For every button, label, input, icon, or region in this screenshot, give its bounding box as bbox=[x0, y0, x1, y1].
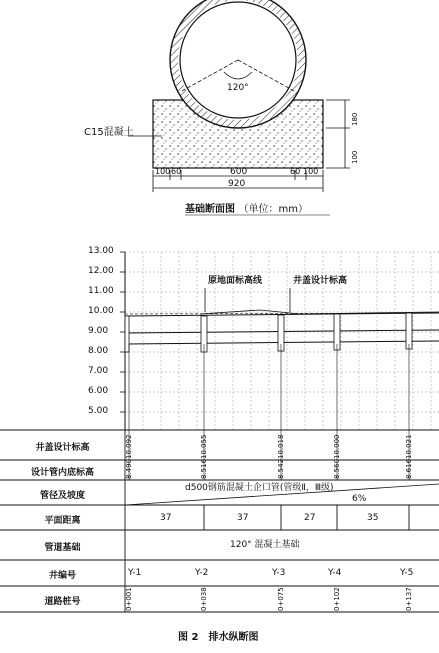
distance-value: 37 bbox=[160, 513, 172, 523]
invert-elev-value: 8.490 bbox=[125, 458, 133, 479]
well-number: Y-4 bbox=[328, 568, 342, 578]
dim-bottom-5: 100 bbox=[303, 167, 319, 176]
cover-elev-value: 10.055 bbox=[200, 434, 208, 459]
legend-cover-label: 井盖设计标高 bbox=[293, 276, 348, 286]
angle-label: 120° bbox=[227, 83, 249, 93]
row-label-invert-elev: 设计管内底标高 bbox=[30, 468, 94, 478]
station-value: 0+102 bbox=[333, 587, 341, 611]
dim-bottom-3: 600 bbox=[230, 167, 248, 177]
row-label-pipe-slope: 管径及坡度 bbox=[39, 491, 85, 501]
distance-value: 27 bbox=[304, 513, 316, 523]
legend-ground-label: 原地面标高线 bbox=[208, 276, 263, 286]
foundation-text: 120° 混凝土基础 bbox=[230, 540, 300, 550]
dim-total: 920 bbox=[228, 179, 246, 189]
row-label-well-no: 井编号 bbox=[48, 571, 76, 581]
station-value: 0+075 bbox=[277, 587, 285, 611]
concrete-label: C15混凝土 bbox=[84, 127, 134, 138]
y-tick-label: 8.00 bbox=[88, 346, 109, 356]
cover-elev-value: 10.092 bbox=[125, 434, 133, 459]
section-caption-unit: （单位：mm） bbox=[238, 204, 308, 215]
section-caption-text: 基础断面图 bbox=[185, 204, 235, 215]
y-tick-label: 12.00 bbox=[88, 266, 114, 276]
invert-elev-value: 8.560 bbox=[333, 458, 341, 479]
row-label-cover-elev: 井盖设计标高 bbox=[35, 443, 90, 453]
dim-bottom-1: 100 bbox=[155, 167, 171, 176]
dim-bottom-2: 60 bbox=[171, 167, 182, 176]
y-tick-label: 13.00 bbox=[88, 246, 114, 256]
well-number: Y-5 bbox=[400, 568, 414, 578]
y-tick-label: 7.00 bbox=[88, 366, 109, 376]
cover-elev-value: 10.000 bbox=[333, 434, 341, 459]
figure-caption: 图 2 排水纵断图 bbox=[178, 632, 259, 643]
pipe-profile bbox=[125, 288, 439, 352]
y-tick-label: 9.00 bbox=[88, 326, 109, 336]
station-value: 0+001 bbox=[125, 587, 133, 611]
station-value: 0+137 bbox=[405, 587, 413, 611]
dim-bottom-4: 60 bbox=[290, 167, 301, 176]
row-label-distance: 平面距离 bbox=[44, 516, 81, 526]
row-label-foundation: 管道基础 bbox=[44, 543, 81, 553]
distance-value: 37 bbox=[237, 513, 249, 523]
section-caption bbox=[185, 205, 308, 215]
y-tick-label: 6.00 bbox=[88, 386, 109, 396]
invert-elev-value: 8.542 bbox=[277, 458, 285, 479]
y-tick-label: 10.00 bbox=[88, 306, 114, 316]
cover-elev-value: 10.018 bbox=[277, 434, 285, 459]
row-label-station: 道路桩号 bbox=[44, 597, 81, 607]
y-tick-label: 11.00 bbox=[88, 286, 114, 296]
distance-value: 35 bbox=[367, 513, 379, 523]
y-tick-label: 5.00 bbox=[88, 406, 109, 416]
slope-text: 6% bbox=[352, 494, 367, 504]
invert-elev-value: 8.616 bbox=[405, 458, 413, 479]
cover-elev-value: 10.021 bbox=[405, 434, 413, 459]
pipe-spec-text: d500钢筋混凝土企口管(管级Ⅱ，Ⅲ级) bbox=[185, 483, 334, 493]
dim-right-bottom: 100 bbox=[351, 150, 359, 164]
y-ticks bbox=[120, 252, 125, 412]
well-number: Y-1 bbox=[128, 568, 142, 578]
dim-right-top: 180 bbox=[351, 112, 359, 126]
well-number: Y-2 bbox=[195, 568, 209, 578]
well-number: Y-3 bbox=[272, 568, 286, 578]
invert-elev-value: 8.516 bbox=[200, 458, 208, 479]
station-value: 0+038 bbox=[200, 587, 208, 611]
